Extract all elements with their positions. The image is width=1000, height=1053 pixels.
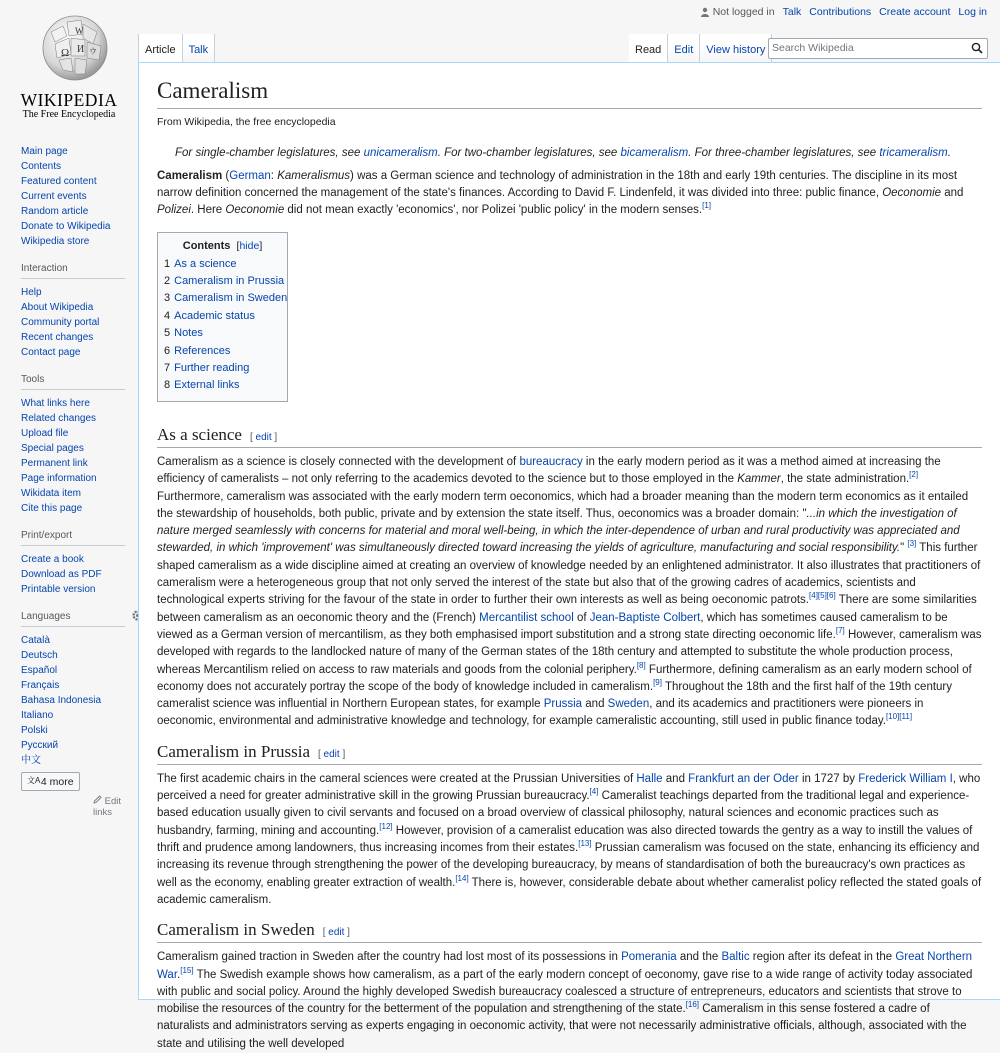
sidebar-item-main-page[interactable]: Main page — [21, 146, 68, 157]
section-heading-as-a-science: As a science [ edit ] — [157, 424, 982, 448]
tab-view-history[interactable]: View history — [700, 34, 772, 62]
personal-tools — [700, 6, 987, 18]
hatnote-link-unicameralism[interactable]: unicameralism — [363, 146, 438, 159]
edit-links[interactable] — [21, 795, 138, 818]
lang-catala[interactable]: Català — [21, 635, 50, 646]
sidebar-print-export — [0, 530, 138, 597]
section-edit-link[interactable]: edit — [323, 748, 340, 760]
svg-text:ウ: ウ — [89, 47, 97, 56]
lead-paragraph: Cameralism (German: Kameralismus) was a German science and technology of administration in the 18th and early 19th centuries. The discipline in its most narrow definition concerned the management of the state's finances. According to David F. Lindenfeld, it was divided into three: public finance, Oeconomie and Polizei. Here Oeconomie did not mean exactly 'economics', nor Polizei 'public policy' in the modern senses.[1] — [157, 169, 964, 217]
sidebar-item-contact-page[interactable]: Contact page — [21, 347, 81, 358]
citation-ref[interactable]: [2] — [909, 470, 919, 480]
citation-ref[interactable]: [10][11] — [885, 712, 913, 722]
sidebar-item-recent-changes[interactable]: Recent changes — [21, 332, 94, 343]
lang-italiano[interactable]: Italiano — [21, 710, 54, 721]
citation-ref[interactable]: [12] — [379, 821, 393, 831]
toc-title-row: Contents [hide] — [182, 239, 263, 252]
hatnote-link-tricameralism[interactable]: tricameralism — [879, 146, 948, 159]
toc-item[interactable]: 8 External links — [164, 379, 240, 392]
more-languages-label: 4 more — [40, 776, 74, 788]
sidebar-item-printable-version[interactable]: Printable version — [21, 584, 96, 595]
section-edit-link[interactable]: edit — [328, 927, 345, 939]
tab-talk[interactable]: Talk — [183, 34, 216, 62]
toc-item[interactable]: 2 Cameralism in Prussia — [164, 275, 285, 288]
section-paragraph-science: Cameralism as a science is closely connected with the development of bureaucracy in the early modern period as it was a method aimed at increasing the efficiency of cameralists – not only referring to the academics devoted to the science but to those employed in the Kammer, the state administration.[2] Furthermore, cameralism was associated with the early modern term oeconomics, which had a broader meaning than the modern term economics as it entailed the stewardship of households, both public, private and by extension the state itself. Thus, oeconomics was a broader domain: "...in which the investigation of nature merged seamlessly with concerns for material and moral well-being, in which the inter-dependence of urban and rural productivity was appreciated and stewarded, in which 'improvement' was simultaneously directed toward increasing the yields of agriculture, manufacturing and social responsibility." [3] This further shaped cameralism as a wide discipline aimed at creating an overview of knowledge needed by an enlightened administrator. It also illustrates that practitioners of cameralism were a heterogeneous group that not only served the interest of the state but also that of the growing cadres of academics, scientists and technological experts striving for the favour of the state in order to further their own interests as well as being oeconomic patrots.[4][5][6] There are some similarities between cameralism as an oeconomic theory and the (French) Mercantilist school of Jean-Baptiste Colbert, which has sometimes caused cameralism to be viewed as a German version of mercantilism, as they both emphasised import substitution and a strong state directing oeconomic life.[7] However, cameralism was developed with regards to the landlocked nature of many of the German states of the 18th century and attempted to substitute the whole production process, whereas Mercantilism relied on access to raw materials and goods from the colonial periphery.[8] Furthermore, defining cameralism as an early modern school of economy does not accurately portray the scope of the body of knowledge included in cameralism.[9] Throughout the 18th and the first half of the 19th century cameralist science was influential in Northern European states, for example Prussia and Sweden, and its academics and practitioners were pioneers in oeconomic, environmental and administrative knowledge and technology, for example cameralistic accounting, still used in public finance today.[10][11] — [157, 455, 982, 728]
toc-hide-toggle[interactable]: hide — [239, 239, 260, 252]
search-input[interactable] — [768, 38, 988, 59]
sidebar-languages — [0, 611, 138, 818]
search-icon[interactable] — [971, 42, 983, 54]
link-pomerania[interactable]: Pomerania — [621, 951, 677, 964]
wikipedia-logo[interactable] — [0, 0, 138, 130]
sidebar-interaction-heading: Interaction — [21, 263, 125, 279]
citation-ref[interactable]: [4][5][6] — [809, 591, 836, 601]
search-placeholder: Search Wikipedia — [772, 42, 854, 54]
citation-ref[interactable]: [4] — [589, 787, 599, 797]
citation-ref[interactable]: [15] — [180, 965, 194, 975]
link-bureaucracy[interactable]: bureaucracy — [519, 455, 583, 468]
toc-item[interactable]: 3 Cameralism in Sweden — [164, 292, 288, 305]
citation-ref[interactable]: [8] — [636, 660, 646, 670]
section-heading-sweden: Cameralism in Sweden [ edit ] — [157, 919, 982, 943]
svg-text:W: W — [75, 26, 84, 36]
toc-item[interactable]: 6 References — [164, 344, 231, 357]
svg-text:文A: 文A — [27, 776, 41, 785]
sidebar-item-community-portal[interactable]: Community portal — [21, 317, 100, 328]
sidebar-tools-heading: Tools — [21, 374, 125, 390]
lang-bahasa-indonesia[interactable]: Bahasa Indonesia — [21, 695, 102, 706]
lang-deutsch[interactable]: Deutsch — [21, 650, 58, 661]
sidebar-item-cite-this-page[interactable]: Cite this page — [21, 503, 83, 514]
sidebar-languages-heading: Languages — [21, 611, 125, 627]
citation-ref[interactable]: [3] — [907, 539, 917, 549]
svg-text:И: И — [77, 44, 85, 55]
citation-ref[interactable]: [1] — [702, 201, 712, 211]
sidebar-item-current-events[interactable]: Current events — [21, 191, 87, 202]
page-title: Cameralism — [157, 77, 982, 109]
sidebar-print-heading: Print/export — [21, 530, 125, 546]
tab-edit[interactable]: Edit — [668, 34, 700, 62]
lang-espanol[interactable]: Español — [21, 665, 58, 676]
link-prussia[interactable]: Prussia — [543, 698, 583, 711]
sidebar-item-create-book[interactable]: Create a book — [21, 554, 84, 565]
citation-ref[interactable]: [13] — [578, 839, 592, 849]
sidebar-item-permanent-link[interactable]: Permanent link — [21, 458, 88, 469]
tab-read[interactable]: Read — [629, 34, 668, 62]
sidebar-interaction — [0, 263, 138, 360]
link-great-northern-war[interactable]: Great Northern War — [157, 951, 973, 981]
lang-polski[interactable]: Polski — [21, 725, 48, 736]
toc-title: Contents — [182, 239, 231, 252]
logo-tagline: The Free Encyclopedia — [22, 109, 116, 120]
citation-ref[interactable]: [14] — [455, 873, 469, 883]
personal-talk-link[interactable]: Talk — [782, 6, 802, 18]
section-heading-prussia: Cameralism in Prussia [ edit ] — [157, 741, 982, 765]
lang-francais[interactable]: Français — [21, 680, 60, 691]
svg-text:Ω: Ω — [61, 47, 70, 59]
article-content — [138, 62, 1000, 1050]
sidebar-item-help[interactable]: Help — [21, 287, 42, 298]
not-logged-in-label: Not logged in — [712, 6, 775, 18]
link-colbert[interactable]: Jean-Baptiste Colbert — [589, 611, 701, 624]
sidebar-item-wikidata-item[interactable]: Wikidata item — [21, 488, 82, 499]
sidebar-item-random-article[interactable]: Random article — [21, 206, 89, 217]
hatnote-link-bicameralism[interactable]: bicameralism — [620, 146, 689, 159]
sidebar-item-what-links-here[interactable]: What links here — [21, 398, 90, 409]
section-paragraph-prussia: The first academic chairs in the cameral sciences were created at the Prussian Universities of Halle and Frankfurt an der Oder in 1727 by Frederick William I, who perceived a need for greater administrative skill in the growing Prussian bureaucracy.[4] Cameralist teachings departed from the traditional legal and experience-based education usually given to civil servants and focused on a broad overview of classical philosophy, natural sciences and economic practices such as husbandry, farming, mining and accounting.[12] However, provision of a cameralist education was also directed towards the gentry as a way to instill the values of thrift and prudence among landowners, thus increasing incomes from their estates.[13] Prussian cameralism was focused on the state, enhancing its efficiency and increasing its revenue through strengthening the power of the developing bureaucracy, by means of standardisation of both the bureaucracy's own practices as well as the economy, enabling greater extraction of wealth.[14] There is, however, considerable debate about whether cameralist policy reflected the stated goals of academic cameralism. — [157, 772, 982, 906]
sidebar-item-donate[interactable]: Donate to Wikipedia — [21, 221, 111, 232]
link-frederick-william[interactable]: Frederick William I — [858, 772, 953, 785]
lang-russian[interactable]: Русский — [21, 740, 59, 751]
sidebar-item-contents[interactable]: Contents — [21, 161, 62, 172]
sidebar-tools — [0, 374, 138, 516]
link-baltic[interactable]: Baltic — [721, 951, 750, 964]
sidebar-item-special-pages[interactable]: Special pages — [21, 443, 84, 454]
sidebar-item-download-pdf[interactable]: Download as PDF — [21, 569, 102, 580]
pencil-icon — [93, 795, 102, 804]
create-account-link[interactable]: Create account — [879, 6, 951, 18]
section-paragraph-sweden: Cameralism gained traction in Sweden after the country had lost most of its possessions in Pomerania and the Baltic region after its defeat in the Great Northern War.[15] The Swedish example shows how cameralism, as a part of the early modern concept of oeconomy, gave rise to a wide range of activity today associated with public and social policy. Around the highly developed Swedish bureaucracy coalesced a structure of entrepreneurs, educators and scientists that strove to mobilise the resources of the country for the betterment of the population and strengthening of the state.[16] Cameralism in this sense fostered a cadre of naturalists and administrators serving as experts engaging in oeconomic activity, that were not necessarily administrative officials, although, associated with the state and utilising the well developed — [157, 951, 973, 1050]
toc-item[interactable]: 4 Academic status — [164, 309, 255, 322]
toc-item[interactable]: 5 Notes — [164, 327, 203, 340]
sidebar-item-upload-file[interactable]: Upload file — [21, 428, 69, 439]
edit-links-label: Edit links — [93, 796, 122, 818]
citation-ref[interactable]: [9] — [653, 678, 662, 688]
sidebar-item-about[interactable]: About Wikipedia — [21, 302, 94, 313]
hatnote: For single-chamber legislatures, see unicameralism. For two-chamber legislatures, see bicameralism. For three-chamber legislatures, see tricameralism. — [175, 146, 951, 159]
sidebar-navigation — [0, 144, 138, 249]
view-tabs — [629, 34, 772, 62]
toc-item[interactable]: 7 Further reading — [164, 362, 250, 375]
sidebar-item-related-changes[interactable]: Related changes — [21, 413, 97, 424]
link-german[interactable]: German — [229, 169, 271, 182]
logo-wordmark: WIKIPEDIA — [20, 90, 118, 110]
sidebar-item-store[interactable]: Wikipedia store — [21, 236, 90, 247]
link-sweden[interactable]: Sweden — [607, 698, 650, 711]
namespace-tabs — [138, 34, 215, 62]
log-in-link[interactable]: Log in — [958, 6, 987, 18]
table-of-contents — [157, 232, 288, 402]
section-edit-link[interactable]: edit — [255, 431, 272, 443]
sidebar-item-page-information[interactable]: Page information — [21, 473, 97, 484]
sidebar — [0, 140, 138, 832]
citation-ref[interactable]: [7] — [835, 626, 845, 636]
more-languages-button[interactable] — [21, 772, 80, 791]
not-logged-in — [700, 6, 775, 18]
link-mercantilist-school[interactable]: Mercantilist school — [479, 611, 574, 624]
translate-icon — [27, 775, 41, 785]
contributions-link[interactable]: Contributions — [809, 6, 872, 18]
tab-article[interactable]: Article — [138, 34, 183, 62]
citation-ref[interactable]: [16] — [685, 1000, 700, 1010]
link-halle[interactable]: Halle — [636, 772, 663, 785]
site-subtitle: From Wikipedia, the free encyclopedia — [157, 115, 336, 128]
toc-item[interactable]: 1 As a science — [164, 257, 237, 270]
lang-chinese[interactable]: 中文 — [21, 755, 41, 766]
link-frankfurt-oder[interactable]: Frankfurt an der Oder — [688, 772, 799, 785]
wikipedia-globe-icon — [41, 12, 109, 86]
user-icon — [700, 7, 710, 17]
sidebar-item-featured-content[interactable]: Featured content — [21, 176, 97, 187]
